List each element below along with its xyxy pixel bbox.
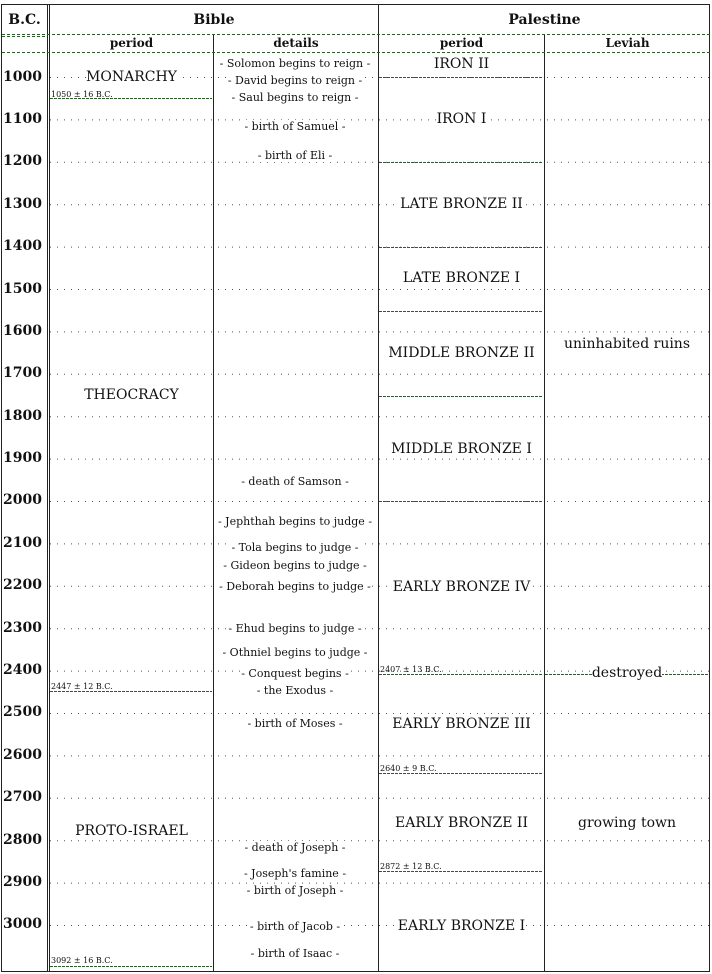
year-label: 2900 xyxy=(3,874,42,890)
bible-date-label: 3092 ± 16 B.C. xyxy=(51,956,113,965)
detail-event: - Tola begins to judge - xyxy=(231,541,359,554)
bible-header: Bible xyxy=(193,12,235,28)
palestine-period-label: EARLY BRONZE IV xyxy=(392,579,531,595)
detail-event: - Ehud begins to judge - xyxy=(228,622,362,635)
bible-period-header: period xyxy=(109,36,154,50)
detail-event: - David begins to reign - xyxy=(227,74,363,87)
detail-event: - birth of Joseph - xyxy=(246,884,344,897)
year-label: 1100 xyxy=(3,111,42,127)
year-label: 1200 xyxy=(3,153,42,169)
palestine-period-label: IRON I xyxy=(436,111,487,127)
detail-event: - the Exodus - xyxy=(256,684,334,697)
bc-header: B.C. xyxy=(8,12,41,28)
leviah-status: uninhabited ruins xyxy=(563,336,691,352)
bible-period-label: THEOCRACY xyxy=(84,387,179,403)
detail-event: - Conquest begins - xyxy=(241,667,349,680)
palestine-period-label: IRON II xyxy=(433,56,490,72)
detail-event: - Deborah begins to judge - xyxy=(219,580,371,593)
bible-date-label: 1050 ± 16 B.C. xyxy=(51,90,113,99)
year-label: 2700 xyxy=(3,789,42,805)
palestine-date-label: 2407 ± 13 B.C. xyxy=(380,665,442,674)
leviah-header: Leviah xyxy=(605,36,650,50)
palestine-period-header: period xyxy=(439,36,484,50)
leviah-status: growing town xyxy=(577,815,677,831)
leviah-status: destroyed xyxy=(591,665,663,681)
detail-event: - Gideon begins to judge - xyxy=(223,559,367,572)
year-label: 1000 xyxy=(3,69,42,85)
year-label: 3000 xyxy=(3,916,42,932)
detail-event: - death of Samson - xyxy=(241,475,349,488)
year-label: 1600 xyxy=(3,323,42,339)
year-label: 1300 xyxy=(3,196,42,212)
palestine-period-label: LATE BRONZE I xyxy=(402,270,521,286)
year-label: 1500 xyxy=(3,281,42,297)
detail-event: - Othniel begins to judge - xyxy=(222,646,368,659)
year-label: 2200 xyxy=(3,577,42,593)
palestine-date-label: 2640 ± 9 B.C. xyxy=(380,764,437,773)
year-label: 2100 xyxy=(3,535,42,551)
bible-date-label: 2447 ± 12 B.C. xyxy=(51,682,113,691)
detail-event: - birth of Jacob - xyxy=(249,920,341,933)
year-label: 1900 xyxy=(3,450,42,466)
year-label: 2000 xyxy=(3,492,42,508)
bible-details-header: details xyxy=(273,36,319,50)
year-label: 1400 xyxy=(3,238,42,254)
detail-event: - birth of Eli - xyxy=(257,149,333,162)
palestine-header: Palestine xyxy=(508,12,581,28)
palestine-period-label: EARLY BRONZE I xyxy=(397,918,526,934)
detail-event: - death of Joseph - xyxy=(244,841,346,854)
year-label: 2400 xyxy=(3,662,42,678)
year-label: 1700 xyxy=(3,365,42,381)
year-label: 2500 xyxy=(3,704,42,720)
palestine-period-label: MIDDLE BRONZE I xyxy=(391,441,532,457)
year-label: 2600 xyxy=(3,747,42,763)
detail-event: - birth of Moses - xyxy=(247,717,343,730)
palestine-date-label: 2872 ± 12 B.C. xyxy=(380,862,442,871)
palestine-period-label: LATE BRONZE II xyxy=(400,196,523,212)
palestine-period-label: EARLY BRONZE II xyxy=(395,815,528,831)
detail-event: - Joseph's famine - xyxy=(243,867,347,880)
palestine-period-label: EARLY BRONZE III xyxy=(392,716,531,732)
year-label: 1800 xyxy=(3,408,42,424)
palestine-period-label: MIDDLE BRONZE II xyxy=(388,345,535,361)
detail-event: - Saul begins to reign - xyxy=(231,91,359,104)
detail-event: - birth of Samuel - xyxy=(244,120,346,133)
year-label: 2800 xyxy=(3,832,42,848)
detail-event: - birth of Isaac - xyxy=(250,947,340,960)
year-label: 2300 xyxy=(3,620,42,636)
bible-period-label: PROTO-ISRAEL xyxy=(75,823,188,839)
detail-event: - Jephthah begins to judge - xyxy=(217,515,373,528)
detail-event: - Solomon begins to reign - xyxy=(219,57,371,70)
bible-period-label: MONARCHY xyxy=(86,69,177,85)
